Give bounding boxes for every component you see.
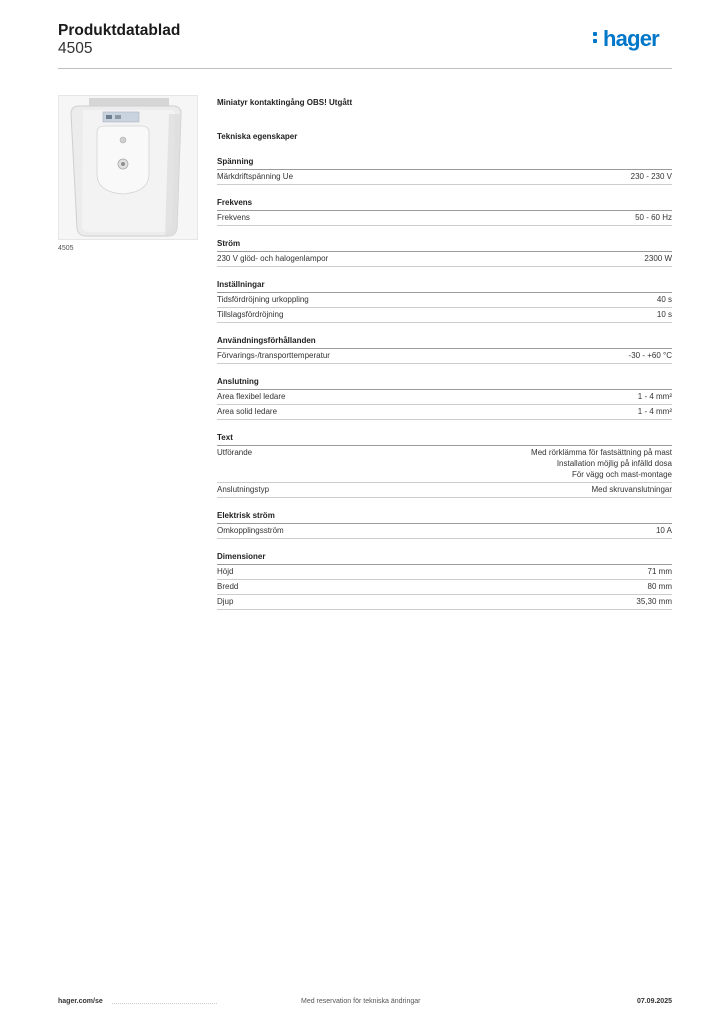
spec-sections [217, 156, 672, 610]
spec-label: Tidsfördröjning urkoppling [217, 295, 309, 304]
spec-value [657, 294, 672, 305]
spec-value-line: 50 - 60 Hz [635, 213, 672, 222]
spec-section-title: Anslutning [217, 376, 672, 390]
spec-section [217, 510, 672, 539]
spec-value [648, 581, 672, 592]
spec-section [217, 279, 672, 323]
spec-value-line: 40 s [656, 295, 672, 304]
product-title: Miniatyr kontaktingång OBS! Utgått [217, 98, 353, 107]
spec-value [648, 566, 672, 577]
spec-row [217, 211, 672, 226]
spec-value-line: 71 mm [647, 567, 672, 576]
spec-row [217, 405, 672, 420]
spec-value [644, 253, 672, 264]
product-number: 4505 [58, 40, 93, 57]
product-photo-illustration [59, 96, 197, 239]
spec-row [217, 293, 672, 308]
spec-value-line: 80 mm [647, 582, 672, 591]
spec-value [629, 350, 672, 361]
footer-date: 07.09.2025 [636, 998, 672, 1005]
spec-section [217, 376, 672, 420]
image-caption: 4505 [58, 245, 74, 252]
section-spacer [217, 420, 672, 432]
spec-section [217, 432, 672, 498]
spec-section [217, 238, 672, 267]
section-heading: Tekniska egenskaper [217, 132, 298, 141]
spec-value-line: 10 s [656, 310, 672, 319]
spec-value-line: 1 - 4 mm² [637, 392, 672, 401]
page-title: Produktdatablad [58, 22, 181, 39]
spec-label: Utförande [217, 448, 253, 457]
spec-row [217, 446, 672, 483]
spec-value [657, 309, 672, 320]
spec-section-title: Inställningar [217, 279, 672, 293]
spec-value [656, 525, 672, 536]
spec-section-title: Ström [217, 238, 672, 252]
section-spacer [217, 364, 672, 376]
spec-value [631, 171, 672, 182]
spec-section [217, 197, 672, 226]
spec-row [217, 252, 672, 267]
section-spacer [217, 185, 672, 197]
section-spacer [217, 323, 672, 335]
spec-value-line: Installation möjlig på infälld dosa [556, 459, 672, 468]
logo-dots-icon [593, 32, 602, 47]
spec-label: Frekvens [217, 213, 250, 222]
spec-value-line: Med skruvanslutningar [591, 485, 672, 494]
section-spacer [217, 267, 672, 279]
spec-content [217, 97, 672, 610]
footer-divider [112, 1003, 217, 1004]
spec-section [217, 551, 672, 610]
spec-section-title: Användningsförhållanden [217, 335, 672, 349]
spec-value-line: 2300 W [644, 254, 672, 263]
section-spacer [217, 226, 672, 238]
spec-row [217, 349, 672, 364]
spec-value [592, 484, 672, 495]
spec-section-title: Text [217, 432, 672, 446]
spec-section-title: Frekvens [217, 197, 672, 211]
spec-section [217, 335, 672, 364]
spec-value [531, 447, 672, 480]
header-divider [58, 68, 672, 69]
spec-value-line: 230 - 230 V [630, 172, 672, 181]
spec-label: Area solid ledare [217, 407, 278, 416]
spec-label: Djup [217, 597, 234, 606]
spec-value-line: -30 - +60 °C [628, 351, 672, 360]
footer-website[interactable]: hager.com/se [58, 998, 103, 1005]
spec-section [217, 156, 672, 185]
spec-value [635, 212, 672, 223]
footer-note: Med reservation för tekniska ändringar [301, 998, 421, 1005]
section-spacer [217, 539, 672, 551]
section-spacer [217, 498, 672, 510]
spec-section-title: Elektrisk ström [217, 510, 672, 524]
spec-row [217, 308, 672, 323]
spec-value [638, 391, 672, 402]
page-header [58, 22, 180, 58]
spec-value [638, 406, 672, 417]
spec-row [217, 580, 672, 595]
spec-label: Höjd [217, 567, 234, 576]
spec-row [217, 565, 672, 580]
spec-row [217, 170, 672, 185]
spec-label: Omkopplingsström [217, 526, 284, 535]
spec-row [217, 595, 672, 610]
hager-logo [593, 27, 659, 51]
spec-section-title: Spänning [217, 156, 672, 170]
spec-value-line: För vägg och mast-montage [571, 470, 672, 479]
spec-value-line: 10 A [655, 526, 672, 535]
spec-row [217, 524, 672, 539]
spec-value [636, 596, 672, 607]
spec-label: Bredd [217, 582, 239, 591]
spec-row [217, 483, 672, 498]
spec-label: 230 V glöd- och halogenlampor [217, 254, 329, 263]
spec-label: Märkdriftspänning Ue [217, 172, 294, 181]
spec-value-line: Med rörklämma för fastsättning på mast [531, 448, 672, 457]
spec-row [217, 390, 672, 405]
spec-label: Area flexibel ledare [217, 392, 286, 401]
spec-label: Anslutningstyp [217, 485, 270, 494]
spec-label: Tillslagsfördröjning [217, 310, 284, 319]
spec-value-line: 1 - 4 mm² [637, 407, 672, 416]
spec-section-title: Dimensioner [217, 551, 672, 565]
spec-value-line: 35,30 mm [636, 597, 672, 606]
product-image [58, 95, 198, 240]
spec-label: Förvarings-/transporttemperatur [217, 351, 330, 360]
logo-wordmark: hager [603, 26, 659, 51]
